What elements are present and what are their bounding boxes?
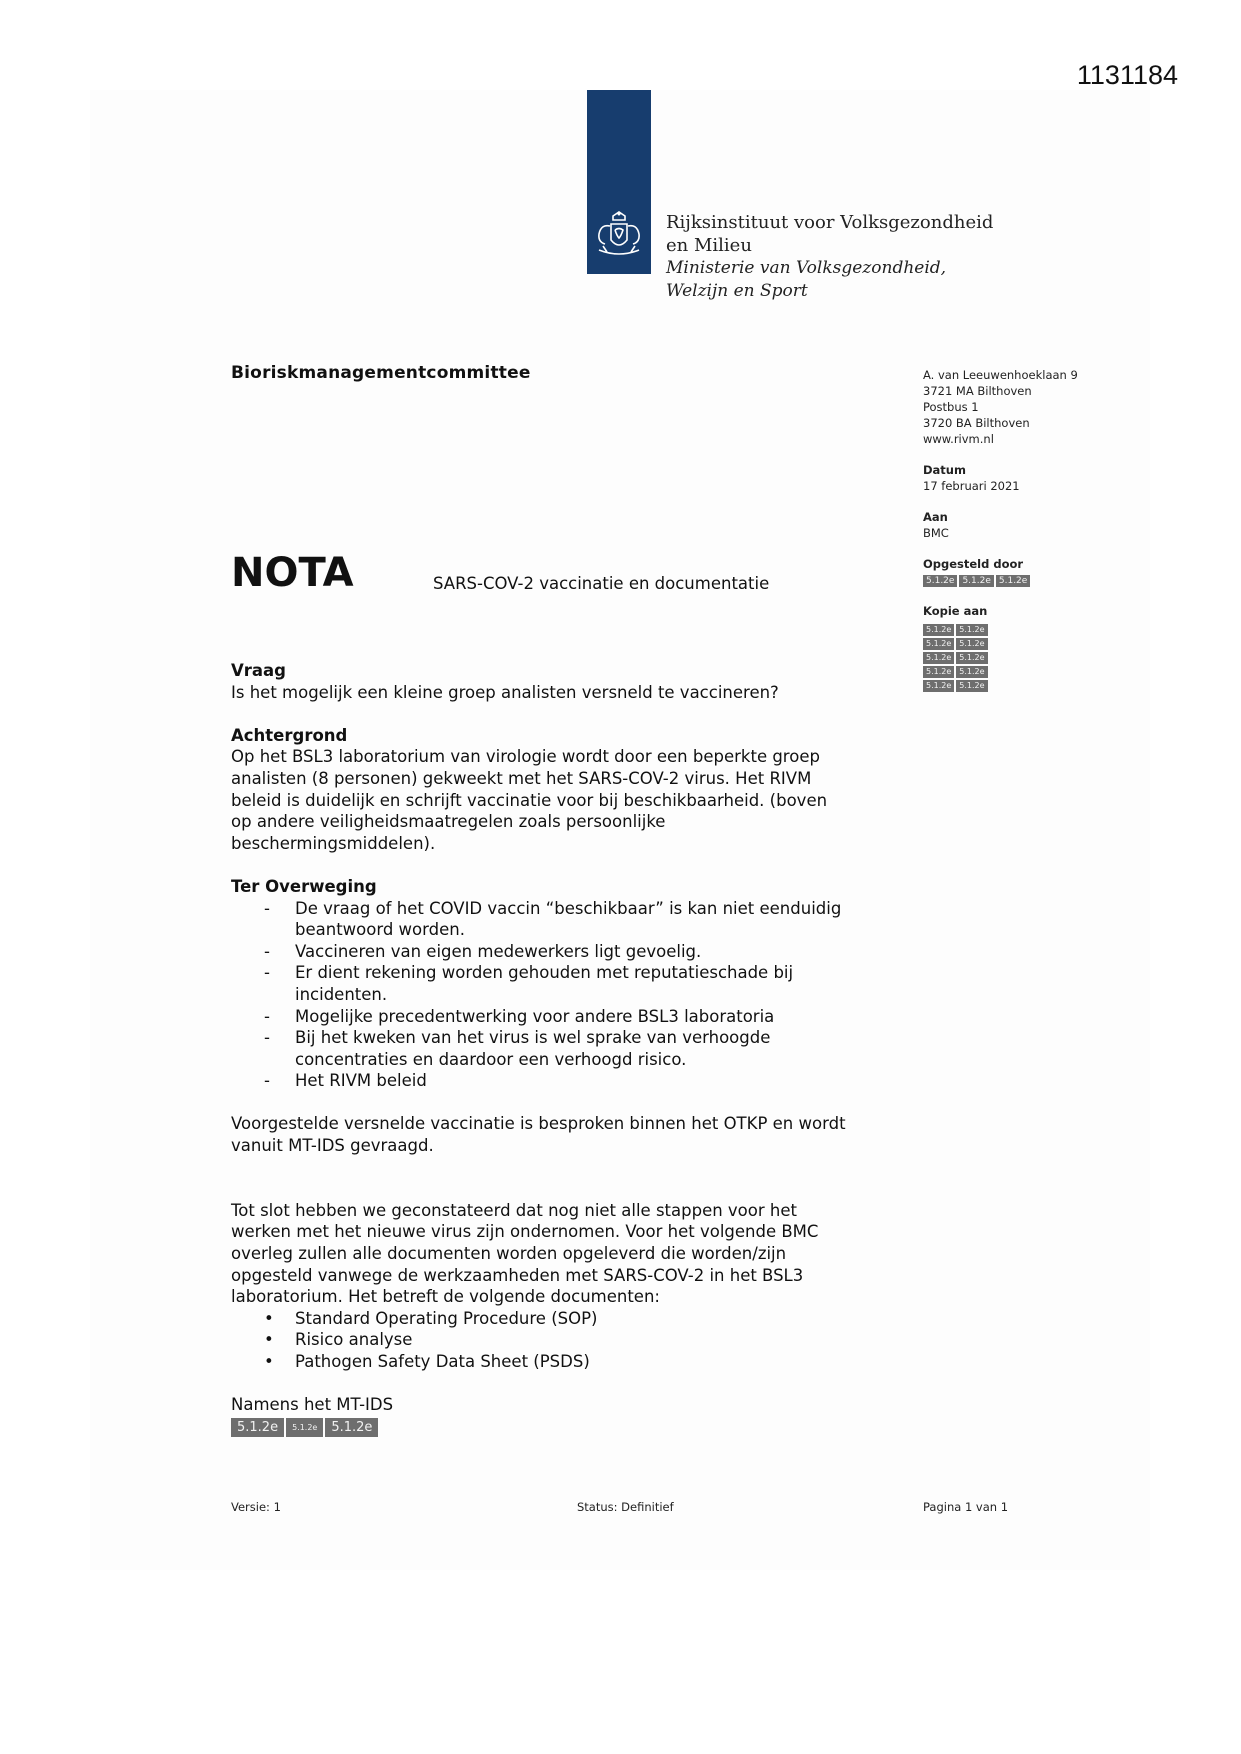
achtergrond-line: Op het BSL3 laboratorium van virologie wordt door een beperkte groep (231, 747, 820, 767)
redaction-box: 5.1.2e (956, 680, 987, 692)
nota-title: NOTA (231, 550, 354, 596)
ministry-line-2: Welzijn en Sport (666, 281, 808, 301)
list-item (231, 1070, 931, 1092)
address-postcode: 3721 MA Bilthoven (923, 384, 1032, 398)
voorgesteld-line: Voorgestelde versnelde vaccinatie is besproken binnen het OTKP en wordt (231, 1114, 846, 1134)
list-item (231, 1351, 931, 1373)
totslot-line: Tot slot hebben we geconstateerd dat nog niet alle stappen voor het (231, 1200, 797, 1220)
namens-line: Namens het MT-IDS (231, 1395, 394, 1415)
datum-label: Datum (923, 463, 966, 477)
bullet-marker: • (264, 1352, 274, 1371)
redaction-box: 5.1.2e (231, 1418, 284, 1437)
rijksoverheid-logo-bar (587, 90, 651, 274)
bullet-marker: • (264, 1330, 274, 1350)
address-postbus-code: 3720 BA Bilthoven (923, 416, 1030, 430)
list-item-text: Standard Operating Procedure (SOP) (295, 1308, 598, 1328)
overweging-list (231, 898, 931, 1092)
list-item-text: concentraties en daardoor een verhoogd risico. (295, 1049, 687, 1069)
list-item (231, 1006, 931, 1028)
ministry-line-1: Ministerie van Volksgezondheid, (666, 258, 947, 278)
list-item (231, 941, 931, 963)
redaction-box: 5.1.2e (996, 575, 1030, 587)
redaction-box: 5.1.2e (923, 638, 954, 650)
dash-marker: - (264, 941, 270, 961)
totslot-line: werken met het nieuwe virus zijn ondernomen. Voor het volgende BMC (231, 1222, 819, 1242)
achtergrond-line: op andere veiligheidsmaatregelen zoals persoonlijke (231, 812, 666, 832)
redaction-box: 5.1.2e (286, 1418, 323, 1437)
aan-label: Aan (923, 510, 948, 524)
vraag-text: Is het mogelijk een kleine groep analisten versneld te vaccineren? (231, 682, 779, 702)
redaction-box: 5.1.2e (325, 1418, 378, 1437)
list-item (231, 1329, 931, 1351)
redaction-box: 5.1.2e (956, 666, 987, 678)
signature-redactions (231, 1416, 931, 1438)
org-line-1: Rijksinstituut voor Volksgezondheid (666, 212, 994, 233)
totslot-line: overleg zullen alle documenten worden opgeleverd die worden/zijn (231, 1244, 787, 1264)
footer-pagina: Pagina 1 van 1 (923, 1500, 1009, 1514)
redaction-box: 5.1.2e (956, 624, 987, 636)
redaction-box: 5.1.2e (923, 575, 957, 587)
list-item (231, 962, 931, 1005)
nota-subject: SARS-COV-2 vaccinatie en documentatie (433, 574, 770, 593)
achtergrond-line: beschermingsmiddelen). (231, 833, 436, 853)
achtergrond-heading: Achtergrond (231, 725, 348, 745)
voorgesteld-line: vanuit MT-IDS gevraagd. (231, 1136, 434, 1156)
address-postbus: Postbus 1 (923, 400, 979, 414)
dash-marker: - (264, 898, 270, 918)
totslot-line: laboratorium. Het betreft de volgende documenten: (231, 1287, 660, 1307)
organisation-name (666, 211, 993, 303)
memo-body (231, 660, 931, 1437)
department-title: Bioriskmanagementcommittee (231, 363, 531, 383)
datum-value: 17 februari 2021 (923, 479, 1020, 493)
kopie-label: Kopie aan (923, 604, 988, 618)
redaction-box: 5.1.2e (923, 624, 954, 636)
list-item-text: incidenten. (295, 984, 388, 1004)
list-item-text: Mogelijke precedentwerking voor andere BSL3 laboratoria (295, 1006, 775, 1026)
list-item-text: Pathogen Safety Data Sheet (PSDS) (295, 1352, 590, 1371)
redaction-box: 5.1.2e (956, 652, 987, 664)
opgesteld-label: Opgesteld door (923, 557, 1024, 571)
redaction-box: 5.1.2e (923, 652, 954, 664)
bullet-marker: • (264, 1308, 274, 1328)
achtergrond-line: beleid is duidelijk en schrijft vaccinatie voor bij beschikbaarheid. (boven (231, 790, 828, 810)
dash-marker: - (264, 1028, 270, 1048)
document-number: 1131184 (1076, 60, 1178, 90)
dash-marker: - (264, 1006, 270, 1026)
dash-marker: - (264, 1071, 270, 1091)
list-item-text: Risico analyse (295, 1330, 413, 1350)
list-item-text: Het RIVM beleid (295, 1071, 427, 1091)
achtergrond-line: analisten (8 personen) gekweekt met het SARS-COV-2 virus. Het RIVM (231, 768, 812, 788)
footer-versie: Versie: 1 (231, 1500, 281, 1514)
coat-of-arms-icon (593, 210, 645, 260)
documents-list (231, 1308, 931, 1373)
opgesteld-redactions (923, 572, 1123, 588)
vraag-heading: Vraag (231, 661, 286, 680)
dash-marker: - (264, 963, 270, 983)
redaction-box: 5.1.2e (956, 638, 987, 650)
aan-value: BMC (923, 526, 949, 540)
kopie-redactions (923, 621, 1013, 691)
footer-status: Status: Definitief (577, 1500, 674, 1514)
overweging-heading: Ter Overweging (231, 876, 377, 896)
list-item (231, 1308, 931, 1330)
redaction-box: 5.1.2e (923, 680, 954, 692)
list-item-text: Er dient rekening worden gehouden met reputatieschade bij (295, 963, 794, 983)
redaction-box: 5.1.2e (959, 575, 993, 587)
address-street: A. van Leeuwenhoeklaan 9 (923, 368, 1078, 382)
list-item (231, 898, 931, 941)
list-item-text: beantwoord worden. (295, 920, 465, 940)
redaction-box: 5.1.2e (923, 666, 954, 678)
website: www.rivm.nl (923, 432, 994, 446)
totslot-line: opgesteld vanwege de werkzaamheden met SARS-COV-2 in het BSL3 (231, 1265, 804, 1285)
list-item-text: Bij het kweken van het virus is wel sprake van verhoogde (295, 1028, 771, 1048)
list-item-text: De vraag of het COVID vaccin “beschikbaar” is kan niet eenduidig (295, 898, 842, 918)
org-line-2: en Milieu (666, 235, 752, 256)
sidebar-info (923, 367, 1123, 691)
list-item-text: Vaccineren van eigen medewerkers ligt gevoelig. (295, 941, 702, 961)
list-item (231, 1027, 931, 1070)
